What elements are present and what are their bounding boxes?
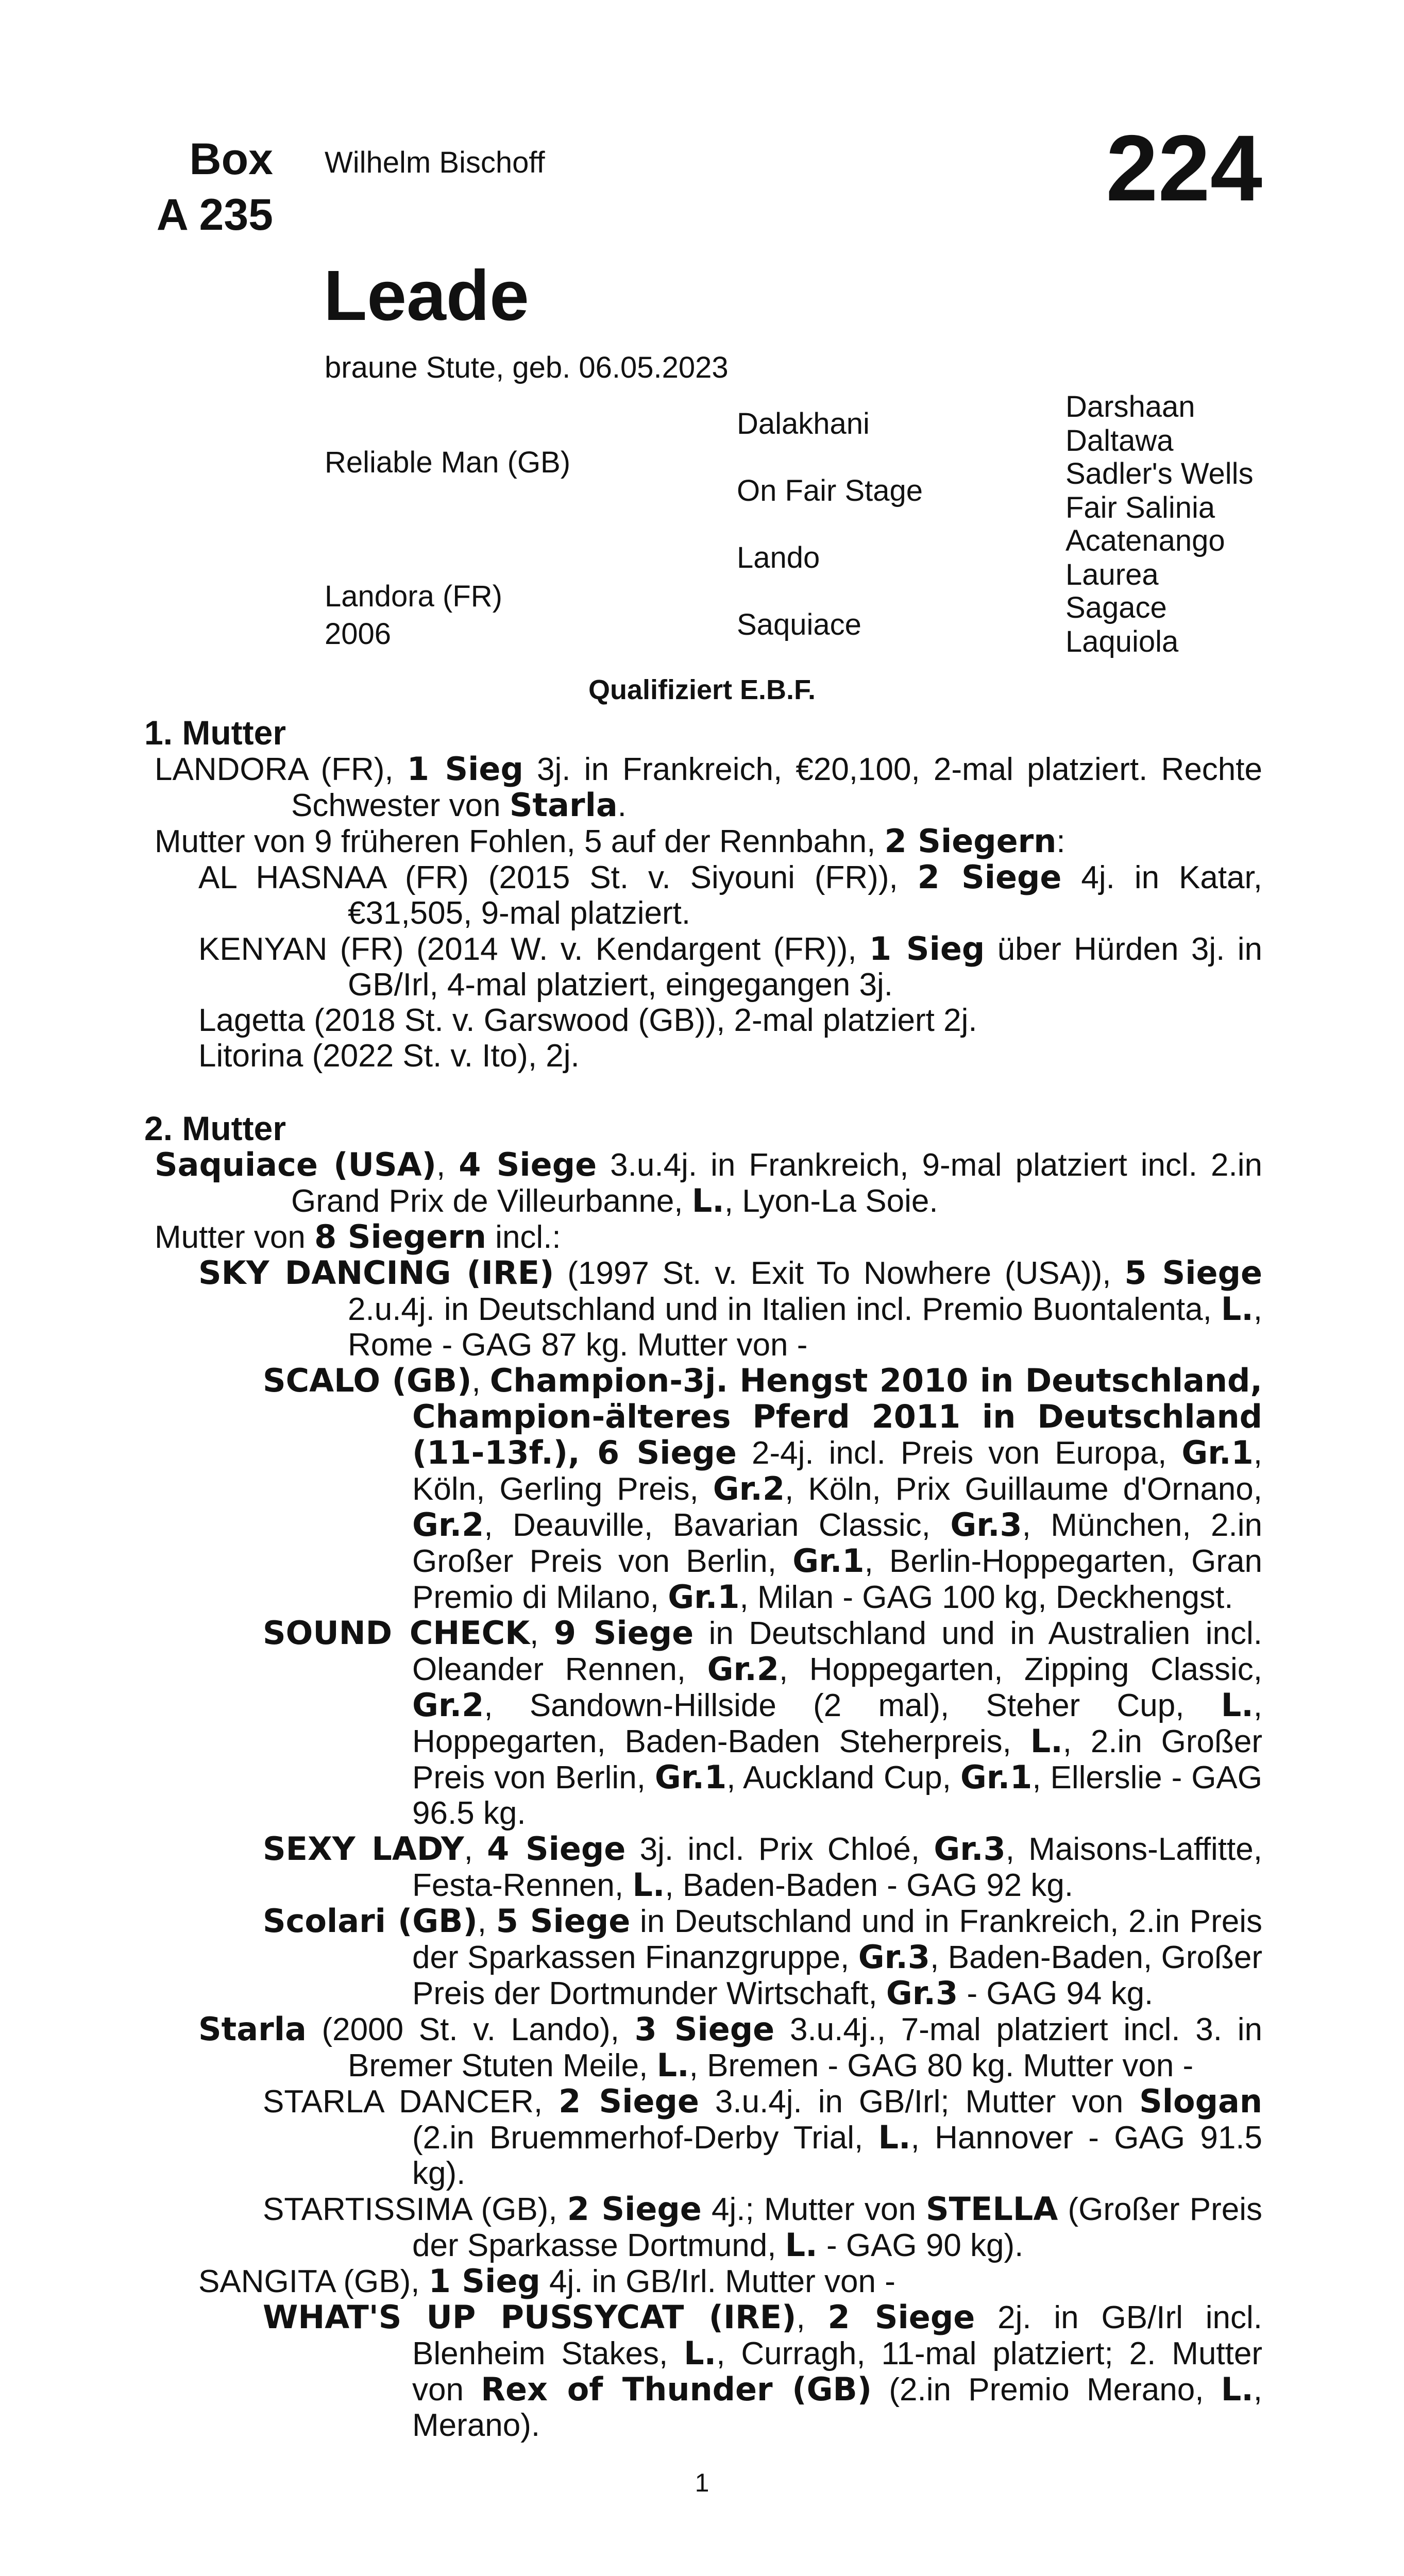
pedigree-sire-sire: Dalakhani: [737, 407, 870, 440]
second-dam-heading: 2. Mutter: [144, 1109, 286, 1147]
produce-al-hasnaa: AL HASNAA (FR) (2015 St. v. Siyouni (FR)), 2 Siege 4j. in Katar, €31,505, 9-mal platziert.: [198, 858, 1262, 931]
horse-name: Leade: [324, 256, 529, 335]
horse-description: braune Stute, geb. 06.05.2023: [325, 351, 729, 384]
dam-entry: LANDORA (FR), 1 Sieg 3j. in Frankreich, €20,100, 2-mal platziert. Rechte Schwester von Starla.: [155, 750, 1262, 824]
produce-whats-up-pussycat: WHAT'S UP PUSSYCAT (IRE), 2 Siege 2j. in GB/Irl incl. Blenheim Stakes, L., Curragh, 11-mal platziert; 2. Mutter von Rex of Thunder (GB) (2.in Premio Merano, L., Merano).: [263, 2298, 1263, 2443]
pedigree-g4: Fair Salinia: [1065, 491, 1215, 524]
pedigree-g6: Laurea: [1065, 558, 1159, 591]
produce-kenyan: KENYAN (FR) (2014 W. v. Kendargent (FR)), 1 Sieg über Hürden 3j. in GB/Irl, 4-mal platziert, eingegangen 3j.: [198, 930, 1263, 1003]
pedigree-dam-dam: Saquiace: [737, 608, 861, 641]
box-number: A 235: [156, 190, 273, 240]
pedigree-g7: Sagace: [1065, 591, 1167, 624]
produce-scalo: SCALO (GB), Champion-3j. Hengst 2010 in Deutschland, Champion-älteres Pferd 2011 in Deutschland (11-13f.), 6 Siege 2-4j. incl. Preis von Europa, Gr.1, Köln, Gerling Preis, Gr.2, Köln, Prix Guillaume d'Ornano, Gr.2, Deauville, Bavarian Classic, Gr.3, München, 2.in Großer Preis von Berlin, Gr.1, Berlin-Hoppegarten, Gran Premio di Milano, Gr.1, Milan - GAG 100 kg, Deckhengst.: [263, 1362, 1262, 1616]
produce-sangita: SANGITA (GB), 1 Sieg 4j. in GB/Irl. Mutter von -: [198, 2262, 895, 2300]
catalogue-text: [144, 714, 1262, 2443]
first-dam-heading: 1. Mutter: [144, 714, 286, 752]
pedigree-sire: Reliable Man (GB): [325, 446, 571, 479]
page-number: 1: [695, 2468, 709, 2497]
produce-lagetta: Lagetta (2018 St. v. Garswood (GB)), 2-mal platziert 2j.: [198, 1003, 977, 1038]
produce-sound-check: SOUND CHECK, 9 Siege in Deutschland und in Australien incl. Oleander Rennen, Gr.2, Hoppegarten, Zipping Classic, Gr.2, Sandown-Hillside (2 mal), Steher Cup, L., Hoppegarten, Baden-Baden Steherpreis, L., 2.in Großer Preis von Berlin, Gr.1, Auckland Cup, Gr.1, Ellerslie - GAG 96.5 kg.: [263, 1614, 1263, 1831]
pedigree-dam: Landora (FR): [325, 580, 502, 613]
box-label: [129, 131, 273, 243]
pedigree-g8: Laquiola: [1065, 625, 1179, 658]
pedigree-sire-dam: On Fair Stage: [737, 474, 923, 507]
qualification: Qualifiziert E.B.F.: [588, 674, 816, 705]
box-word: Box: [189, 134, 273, 184]
produce-litorina: Litorina (2022 St. v. Ito), 2j.: [198, 1038, 580, 1074]
produce-startissima: STARTISSIMA (GB), 2 Siege 4j.; Mutter von STELLA (Großer Preis der Sparkasse Dortmund, L. - GAG 90 kg).: [263, 2190, 1262, 2264]
dam-produce-summary: Mutter von 9 früheren Fohlen, 5 auf der Rennbahn, 2 Siegern:: [155, 822, 1065, 860]
pedigree-dam-sire: Lando: [737, 541, 820, 574]
produce-sky-dancing: SKY DANCING (IRE) (1997 St. v. Exit To Nowhere (USA)), 5 Siege 2.u.4j. in Deutschland und in Italien incl. Premio Buontalenta, L., Rome - GAG 87 kg. Mutter von -: [198, 1254, 1262, 1363]
owner-name: Wilhelm Bischoff: [325, 146, 545, 179]
pedigree-g5: Acatenango: [1065, 524, 1225, 557]
pedigree-g3: Sadler's Wells: [1065, 457, 1254, 490]
second-dam-entry: Saquiace (USA), 4 Siege 3.u.4j. in Frankreich, 9-mal platziert incl. 2.in Grand Prix de Villeurbanne, L., Lyon-La Soie.: [155, 1146, 1262, 1219]
produce-starla-dancer: STARLA DANCER, 2 Siege 3.u.4j. in GB/Irl; Mutter von Slogan (2.in Bruemmerhof-Derby Trial, L., Hannover - GAG 91.5 kg).: [263, 2082, 1263, 2191]
pedigree-dam-year: 2006: [325, 617, 392, 651]
pedigree-g1: Darshaan: [1065, 390, 1195, 423]
lot-number: 224: [1106, 115, 1262, 221]
produce-starla: Starla (2000 St. v. Lando), 3 Siege 3.u.4j., 7-mal platziert incl. 3. in Bremer Stuten Meile, L., Bremen - GAG 80 kg. Mutter von -: [198, 2010, 1262, 2084]
second-dam-produce-summary: Mutter von 8 Siegern incl.:: [155, 1218, 561, 1256]
pedigree-g2: Daltawa: [1065, 424, 1174, 457]
produce-sexy-lady: SEXY LADY, 4 Siege 3j. incl. Prix Chloé, Gr.3, Maisons-Laffitte, Festa-Rennen, L., Baden-Baden - GAG 92 kg.: [263, 1830, 1262, 1904]
produce-scolari: Scolari (GB), 5 Siege in Deutschland und in Frankreich, 2.in Preis der Sparkassen Finanzgruppe, Gr.3, Baden-Baden, Großer Preis der Dortmunder Wirtschaft, Gr.3 - GAG 94 kg.: [263, 1902, 1262, 2012]
